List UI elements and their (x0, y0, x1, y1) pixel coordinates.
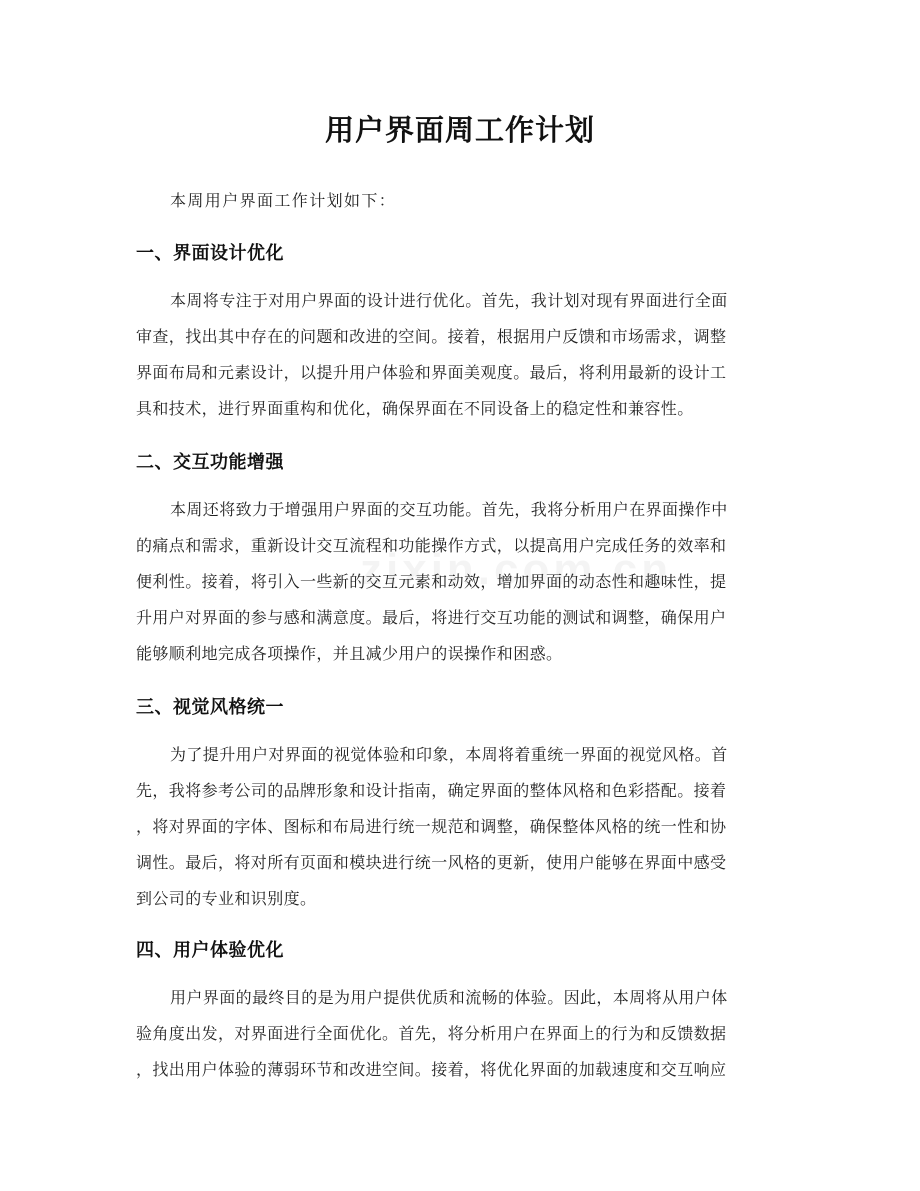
paragraph-line: 验角度出发，对界面进行全面优化。首先，将分析用户在界面上的行为和反馈数据 (136, 1024, 727, 1043)
paragraph-line: 审查，找出其中存在的问题和改进的空间。接着，根据用户反馈和市场需求，调整 (136, 327, 727, 346)
paragraph-line: 到公司的专业和识别度。 (136, 889, 317, 908)
intro-text: 本周用户界面工作计划如下： (170, 191, 397, 210)
paragraph-line: 本周还将致力于增强用户界面的交互功能。首先，我将分析用户在界面操作中 (170, 500, 728, 519)
section-paragraph (136, 492, 784, 672)
paragraph-line: 的痛点和需求，重新设计交互流程和功能操作方式，以提高用户完成任务的效率和 (136, 536, 727, 555)
paragraph-line: 界面布局和元素设计，以提升用户体验和界面美观度。最后，将利用最新的设计工 (136, 363, 727, 382)
section-paragraph (136, 980, 784, 1088)
section-paragraph (136, 737, 784, 917)
paragraph-line: 本周将专注于对用户界面的设计进行优化。首先，我计划对现有界面进行全面 (170, 291, 728, 310)
paragraph-line: 具和技术，进行界面重构和优化，确保界面在不同设备上的稳定性和兼容性。 (136, 399, 694, 418)
section-paragraph (136, 283, 784, 427)
paragraph-line: 为了提升用户对界面的视觉体验和印象，本周将着重统一界面的视觉风格。首 (170, 745, 728, 764)
paragraph-line: 调性。最后，将对所有页面和模块进行统一风格的更新，使用户能够在界面中感受 (136, 853, 727, 872)
paragraph-line: 升用户对界面的参与感和满意度。最后，将进行交互功能的测试和调整，确保用户 (136, 608, 727, 627)
paragraph-line: 便利性。接着，将引入一些新的交互元素和动效，增加界面的动态性和趣味性，提 (136, 572, 727, 591)
paragraph-line: 用户界面的最终目的是为用户提供优质和流畅的体验。因此，本周将从用户体 (170, 988, 728, 1007)
page-title: 用户界面周工作计划 (324, 113, 595, 147)
paragraph-line: 先，我将参考公司的品牌形象和设计指南，确定界面的整体风格和色彩搭配。接着 (136, 781, 727, 800)
section-heading: 二、交互功能增强 (136, 452, 284, 473)
paragraph-line: ，将对界面的字体、图标和布局进行统一规范和调整，确保整体风格的统一性和协 (136, 817, 727, 836)
paragraph-line: ，找出用户体验的薄弱环节和改进空间。接着，将优化界面的加载速度和交互响应 (136, 1060, 727, 1079)
section-heading: 三、视觉风格统一 (136, 697, 284, 718)
section-heading: 四、用户体验优化 (136, 940, 284, 961)
section-heading: 一、界面设计优化 (136, 243, 284, 264)
paragraph-line: 能够顺利地完成各项操作，并且减少用户的误操作和困惑。 (136, 644, 563, 663)
